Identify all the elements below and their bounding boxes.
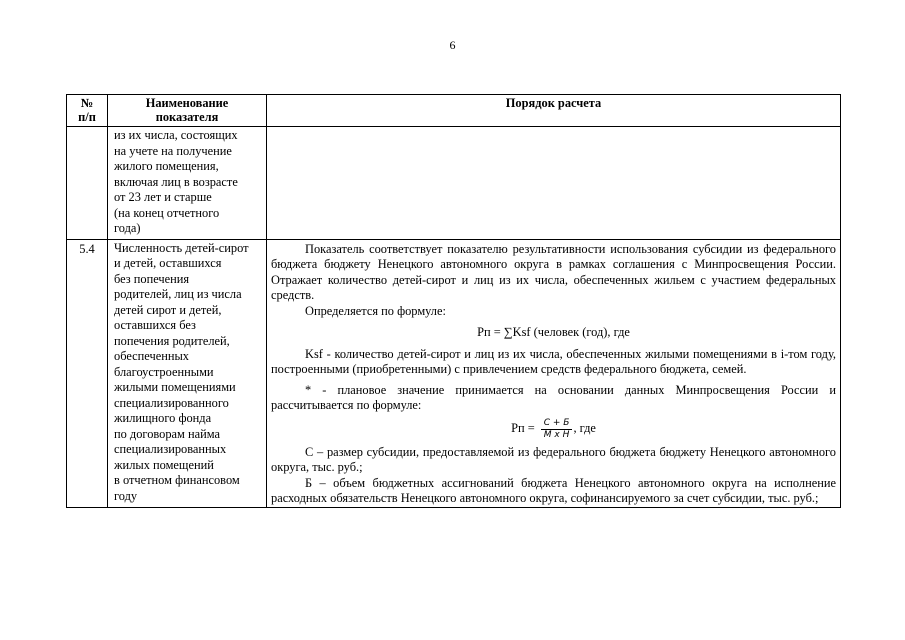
- header-calc: Порядок расчета: [267, 95, 841, 127]
- table-header-row: [67, 95, 841, 127]
- page-number: 6: [449, 38, 456, 52]
- name-line: жилищного фонда: [114, 411, 212, 425]
- formula-lhs: Рп =: [511, 421, 535, 436]
- header-name-line: Наименование: [145, 96, 229, 110]
- num-cell-empty: [67, 127, 108, 240]
- calc-cell-empty: [267, 127, 841, 240]
- name-line: Численность детей-сирот: [114, 240, 249, 255]
- calc-paragraph-formula-intro: Определяется по формуле:: [305, 303, 446, 318]
- name-line: и детей, оставшихся: [114, 256, 222, 270]
- name-line: по договорам найма: [114, 426, 221, 441]
- fraction-numerator: С + Б: [541, 418, 573, 430]
- name-line: (на конец отчетного: [114, 205, 220, 220]
- name-line: специализированного: [114, 395, 229, 410]
- name-line: года): [114, 221, 141, 235]
- formula-fraction: [271, 418, 836, 441]
- header-name-line: показателя: [155, 110, 219, 124]
- calc-paragraph-plan: * - плановое значение принимается на основании данных Минпросвещения России и рассчитывается по формуле:: [271, 382, 836, 412]
- row-number: 5.4: [67, 239, 108, 507]
- calc-paragraph-ksf: Ksf - количество детей-сирот и лиц из их числа, обеспеченных жилыми помещениями в i-том году, построенными (приобретенными) с привлечением средств федерального бюджета, семей.: [271, 346, 836, 376]
- name-line: оставшихся без: [114, 318, 196, 332]
- fraction: [541, 418, 573, 441]
- table-row-continued: [67, 127, 841, 240]
- indicators-table: [66, 94, 841, 508]
- calculation-cell: [267, 239, 841, 507]
- name-line: без попечения: [114, 271, 190, 286]
- formula-sum: Рп = ∑Ksf (человек (год), где: [477, 325, 630, 339]
- header-num: [67, 95, 108, 127]
- header-num-line: п/п: [78, 110, 96, 124]
- name-cell-continued: [108, 127, 267, 240]
- name-line: от 23 лет и старше: [114, 190, 212, 204]
- name-line: жилых помещений: [114, 457, 214, 472]
- table-row-5-4: [67, 239, 841, 507]
- name-line: жилого помещения,: [114, 159, 219, 173]
- header-num-line: №: [80, 96, 94, 110]
- calc-paragraph-description: Показатель соответствует показателю результативности использования субсидии из федерального бюджета бюджету Ненецкого автономного округа в рамках соглашения с Минпросвещения России. Отражает количество детей-сирот и лиц из их числа, обеспеченных жильем с участием федеральных средств.: [271, 241, 836, 302]
- name-line: родителей, лиц из числа: [114, 287, 242, 301]
- name-line: из их числа, состоящих: [114, 128, 238, 142]
- calc-paragraph-c: С – размер субсидии, предоставляемой из федерального бюджета бюджету Ненецкого автономного округа, тыс. руб.;: [271, 444, 836, 474]
- name-line: году: [114, 488, 138, 503]
- fraction-denominator: М x Н: [543, 429, 570, 440]
- indicator-name: [108, 239, 267, 507]
- name-line: включая лиц в возрасте: [114, 174, 238, 189]
- formula-tail: , где: [573, 421, 596, 436]
- name-line: на учете на получение: [114, 143, 232, 158]
- name-line: специализированных: [114, 442, 227, 456]
- name-line: попечения родителей,: [114, 333, 230, 348]
- name-line: жилыми помещениями: [114, 380, 236, 394]
- name-line: в отчетном финансовом: [114, 473, 240, 487]
- name-line: благоустроенными: [114, 364, 214, 379]
- name-line: обеспеченных: [114, 349, 189, 363]
- calc-paragraph-b: Б – объем бюджетных ассигнований бюджета Ненецкого автономного округа на исполнение расходных обязательств Ненецкого автономного округа, софинансируемого за счет субсидии, тыс. руб.;: [271, 475, 836, 505]
- header-name: [108, 95, 267, 127]
- name-line: детей сирот и детей,: [114, 302, 222, 317]
